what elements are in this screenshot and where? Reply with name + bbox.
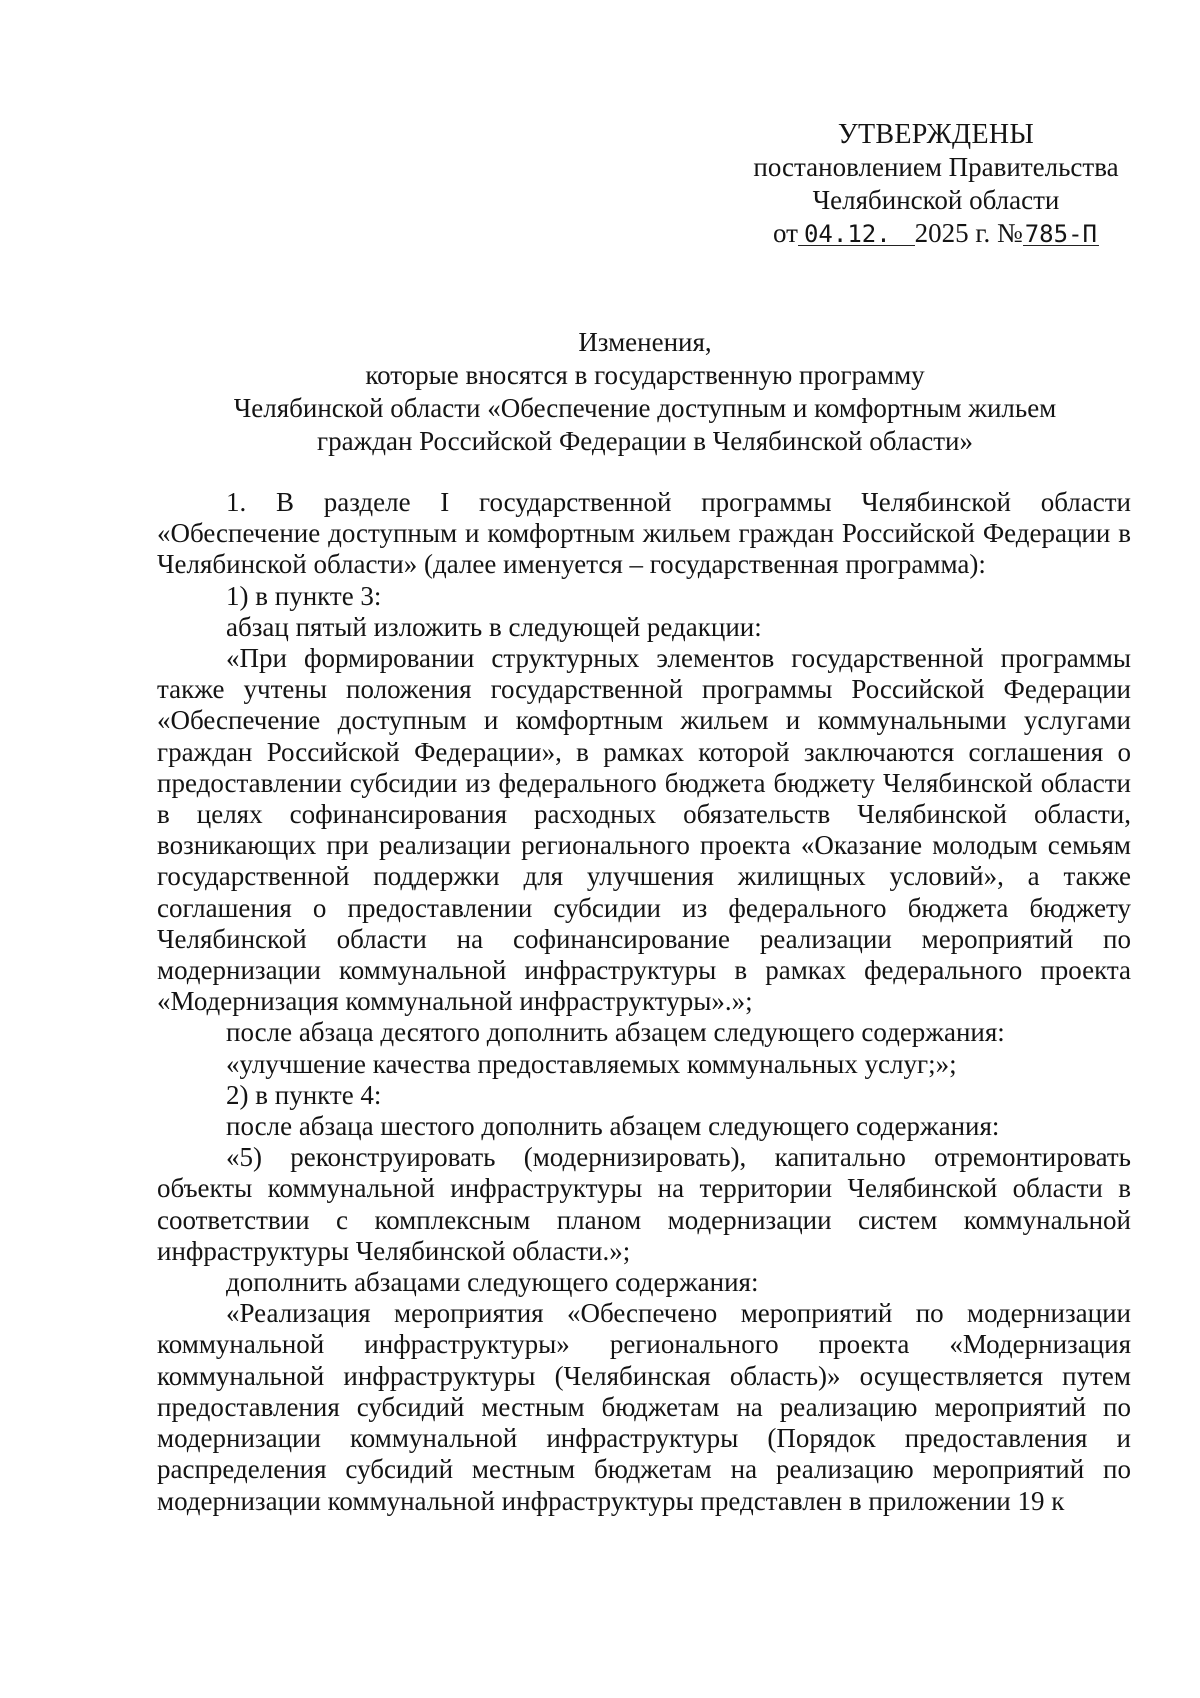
approval-line-region: Челябинской области	[812, 185, 1060, 215]
paragraph: «При формировании структурных элементов государственной программы также учтены положения государственной программы Российской Федерации «Обеспечение доступным и комфортным жильем и коммунальными услугами граждан Российской Федерации», в рамках которой заключаются соглашения о предоставлении субсидии из федерального бюджета бюджету Челябинской области в целях софинансирования расходных обязательств Челябинской области, возникающих при реализации регионального проекта «Оказание молодым семьям государственной поддержки для улучшения жилищных условий», а также соглашения о предоставлении субсидии из федерального бюджета бюджету Челябинской области на софинансирование реализации мероприятий по модернизации коммунальной инфраструктуры в рамках федерального проекта «Модернизация коммунальной инфраструктуры».»;	[157, 643, 1131, 1017]
paragraph: «Реализация мероприятия «Обеспечено мероприятий по модернизации коммунальной инфраструктуры» регионального проекта «Модернизация коммунальной инфраструктуры (Челябинская область)» осуществляется путем предоставления субсидий местным бюджетам на реализацию мероприятий по модернизации коммунальной инфраструктуры (Порядок предоставления и распределения субсидий местным бюджетам на реализацию мероприятий по модернизации коммунальной инфраструктуры представлен в приложении 19 к	[157, 1298, 1131, 1516]
paragraph: дополнить абзацами следующего содержания:	[226, 1267, 759, 1298]
document-body	[157, 487, 1131, 1517]
paragraph: 1) в пункте 3:	[226, 580, 382, 611]
paragraph: после абзаца шестого дополнить абзацем следующего содержания:	[226, 1111, 1000, 1142]
approval-heading: УТВЕРЖДЕНЫ	[837, 119, 1035, 150]
document-title	[150, 326, 1140, 458]
approval-line-government: постановлением Правительства	[753, 152, 1119, 182]
title-line-4: граждан Российской Федерации в Челябинской области»	[317, 426, 973, 456]
title-line-1: Изменения,	[578, 327, 712, 357]
paragraph: «5) реконструировать (модернизировать), капитально отремонтировать объекты коммунальной инфраструктуры на территории Челябинской области в соответствии с комплексным планом модернизации систем коммунальной инфраструктуры Челябинской области.»;	[157, 1142, 1131, 1266]
year-text: 2025 г. №	[914, 218, 1023, 248]
paragraph: абзац пятый изложить в следующей редакции:	[226, 611, 762, 642]
approval-date-line	[736, 217, 1136, 250]
paragraph: после абзаца десятого дополнить абзацем следующего содержания:	[226, 1017, 1005, 1048]
handwritten-date: 04.12.	[798, 223, 915, 246]
paragraph: 1. В разделе I государственной программы Челябинской области «Обеспечение доступным и комфортным жильем граждан Российской Федерации в Челябинской области» (далее именуется – государственная программа):	[157, 487, 1131, 580]
date-prefix: от	[773, 218, 798, 248]
handwritten-number: 785-П	[1024, 220, 1097, 248]
paragraph: 2) в пункте 4:	[226, 1079, 382, 1110]
title-line-3: Челябинской области «Обеспечение доступным и комфортным жильем	[233, 393, 1057, 423]
paragraph: «улучшение качества предоставляемых коммунальных услуг;»;	[226, 1048, 957, 1079]
title-line-2: которые вносятся в государственную программу	[365, 360, 925, 390]
approval-stamp	[736, 118, 1136, 250]
